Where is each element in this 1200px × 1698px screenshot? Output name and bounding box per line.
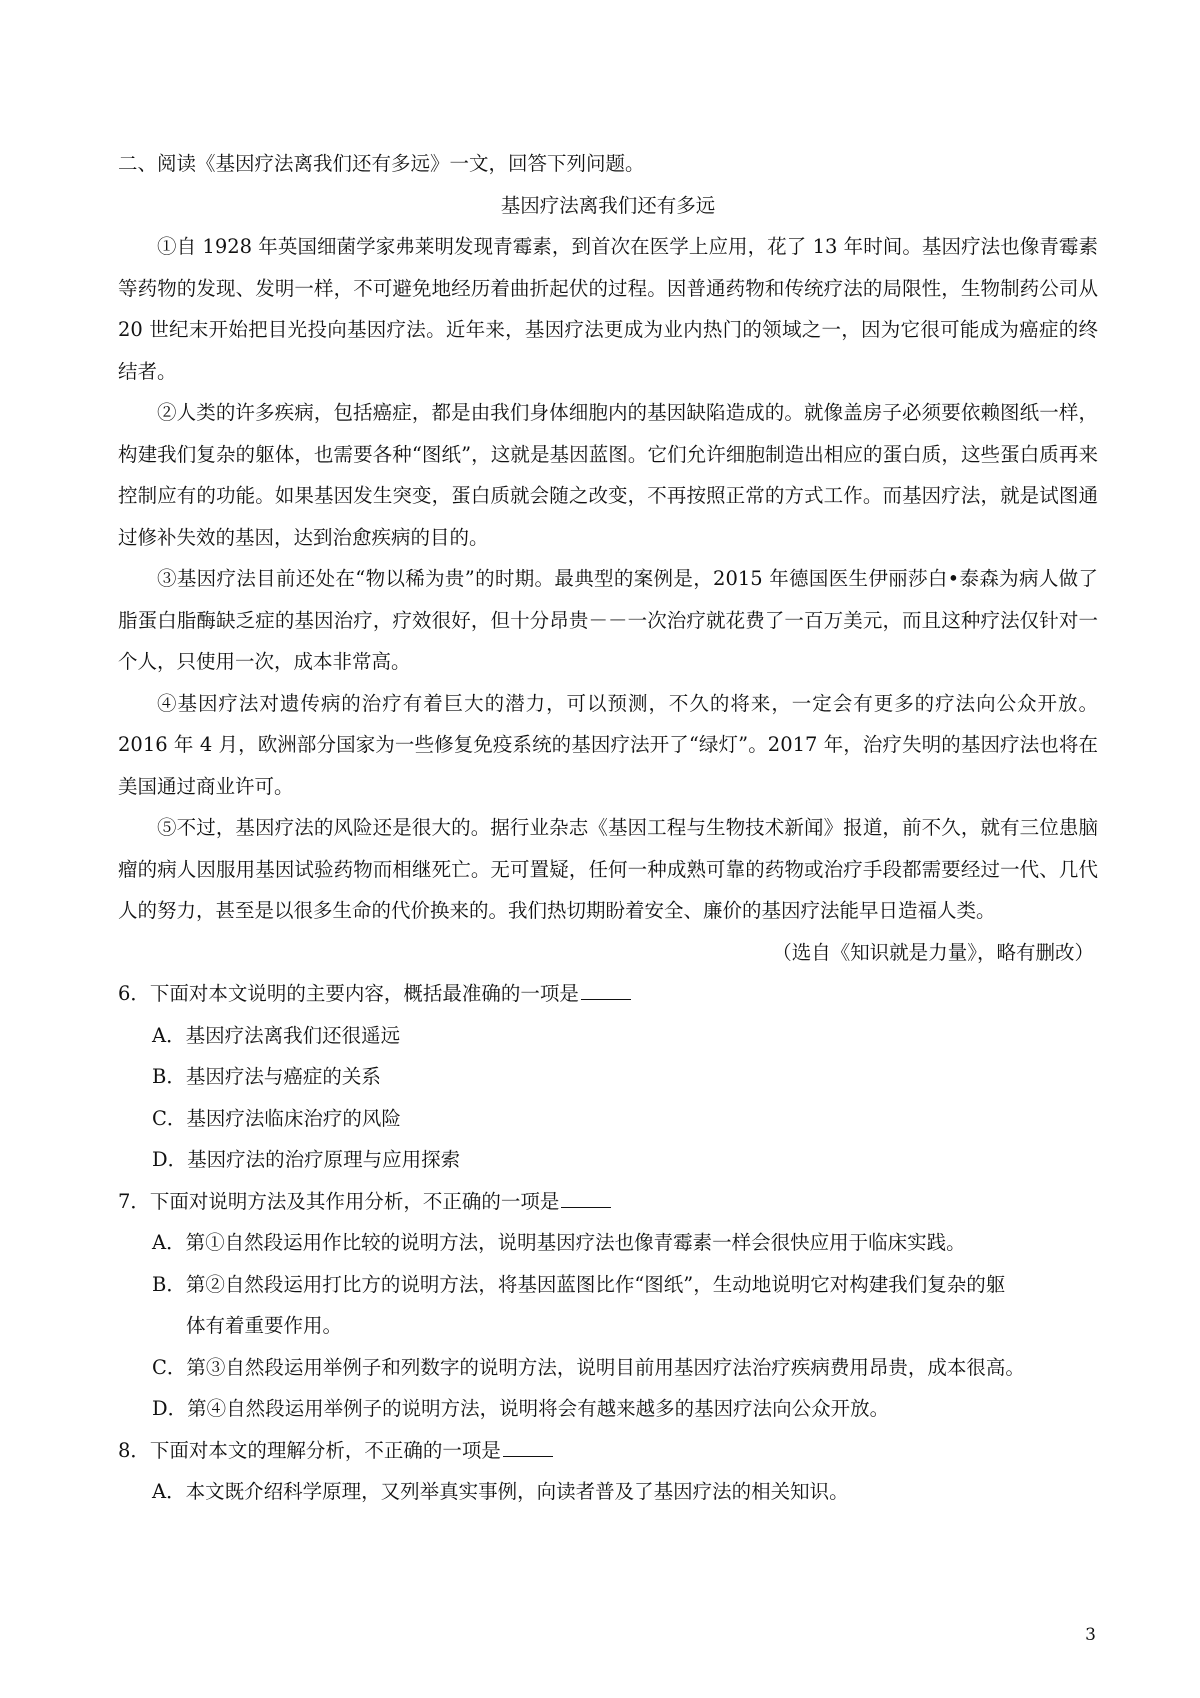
question-7 xyxy=(118,1181,1098,1223)
question-8-stem: 8．下面对本文的理解分析，不正确的一项是 xyxy=(118,1438,501,1462)
answer-blank xyxy=(561,1206,611,1208)
question-6-option-c: C．基因疗法临床治疗的风险 xyxy=(152,1106,401,1130)
question-7-option-b xyxy=(118,1264,1098,1347)
article-paragraph-1: ①自 1928 年英国细菌学家弗莱明发现青霉素，到首次在医学上应用，花了 13 年时间。基因疗法也像青霉素等药物的发现、发明一样，不可避免地经历着曲折起伏的过程。因普通药物和传统疗法的局限性，生物制药公司从 20 世纪末开始把目光投向基因疗法。近年来，基因疗法更成为业内热门的领域之一，因为它很可能成为癌症的终结者。 xyxy=(118,235,1098,383)
article-paragraph-4: ④基因疗法对遗传病的治疗有着巨大的潜力，可以预测，不久的将来，一定会有更多的疗法向公众开放。2016 年 4 月，欧洲部分国家为一些修复免疫系统的基因疗法开了“绿灯”。2017 年，治疗失明的基因疗法也将在美国通过商业许可。 xyxy=(118,691,1098,798)
article-title: 基因疗法离我们还有多远 xyxy=(500,193,716,217)
question-6-option-d: D．基因疗法的治疗原理与应用探索 xyxy=(152,1148,461,1171)
question-7-option-b-text: B．第②自然段运用打比方的说明方法，将基因蓝图比作“图纸”，生动地说明它对构建我们复杂的躯 xyxy=(152,1272,1006,1296)
question-6 xyxy=(118,973,1098,1015)
question-7-option-c: C．第③自然段运用举例子和列数字的说明方法，说明目前用基因疗法治疗疾病费用昂贵，成本很高。 xyxy=(152,1355,1025,1379)
question-7-option-d: D．第④自然段运用举例子的说明方法，说明将会有越来越多的基因疗法向公众开放。 xyxy=(152,1397,890,1420)
question-7-option-a: A．第①自然段运用作比较的说明方法，说明基因疗法也像青霉素一样会很快应用于临床实践。 xyxy=(152,1231,966,1254)
question-8-option-a: A．本文既介绍科学原理，又列举真实事例，向读者普及了基因疗法的相关知识。 xyxy=(152,1480,849,1503)
question-6-stem: 6．下面对本文说明的主要内容，概括最准确的一项是 xyxy=(118,982,579,1005)
article-paragraph-2: ②人类的许多疾病，包括癌症，都是由我们身体细胞内的基因缺陷造成的。就像盖房子必须要依赖图纸一样，构建我们复杂的躯体，也需要各种“图纸”，这就是基因蓝图。它们允许细胞制造出相应的蛋白质，这些蛋白质再来控制应有的功能。如果基因发生突变，蛋白质就会随之改变，不再按照正常的方式工作。而基因疗法，就是试图通过修补失效的基因，达到治愈疾病的目的。 xyxy=(118,401,1098,549)
question-7-stem: 7．下面对说明方法及其作用分析，不正确的一项是 xyxy=(118,1189,560,1213)
answer-blank xyxy=(503,1455,553,1457)
answer-blank xyxy=(581,998,631,1000)
article-paragraph-5: ⑤不过，基因疗法的风险还是很大的。据行业杂志《基因工程与生物技术新闻》报道，前不久，就有三位患脑瘤的病人因服用基因试验药物而相继死亡。无可置疑，任何一种成熟可靠的药物或治疗手段都需要经过一代、几代人的努力，甚至是以很多生命的代价换来的。我们热切期盼着安全、廉价的基因疗法能早日造福人类。 xyxy=(118,816,1098,922)
article-paragraph-3: ③基因疗法目前还处在“物以稀为贵”的时期。最典型的案例是，2015 年德国医生伊丽莎白•泰森为病人做了脂蛋白脂酶缺乏症的基因治疗，疗效很好，但十分昂贵－－一次治疗就花费了一百万美元，而且这种疗法仅针对一个人，只使用一次，成本非常高。 xyxy=(118,567,1098,673)
question-7-option-b-continuation: 体有着重要作用。 xyxy=(186,1314,343,1337)
section-heading: 二、阅读《基因疗法离我们还有多远》一文，回答下列问题。 xyxy=(118,152,645,175)
page-number: 3 xyxy=(1085,1625,1096,1645)
question-6-option-a: A．基因疗法离我们还很遥远 xyxy=(152,1023,401,1047)
page-content xyxy=(118,143,1098,1513)
question-6-option-b: B．基因疗法与癌症的关系 xyxy=(152,1065,381,1088)
article-source: （选自《知识就是力量》，略有删改） xyxy=(772,940,1094,964)
question-8 xyxy=(118,1430,1098,1472)
